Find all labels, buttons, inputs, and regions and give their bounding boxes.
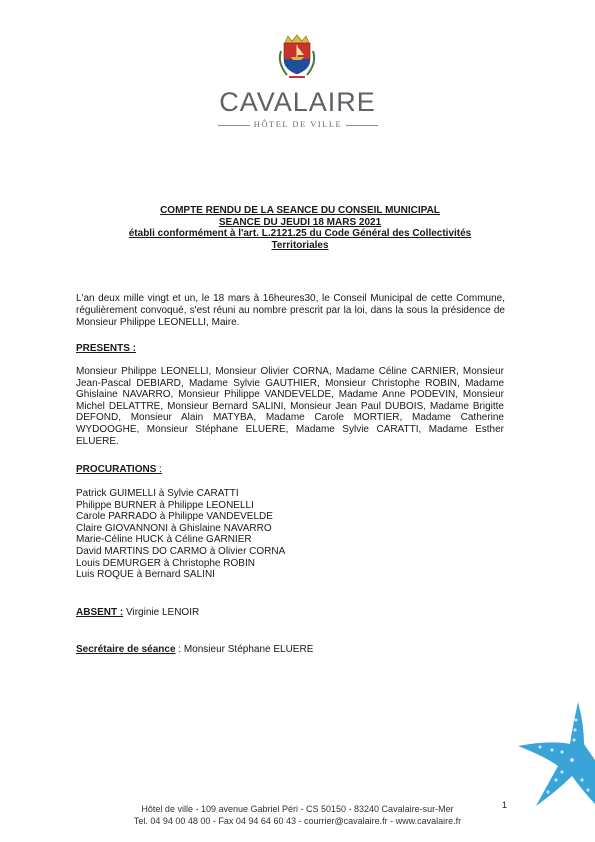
title-line-2: SEANCE DU JEUDI 18 MARS 2021	[218, 216, 382, 228]
procurations-heading-label: PROCURATIONS	[76, 464, 157, 475]
list-item: Louis DEMURGER à Christophe ROBIN	[76, 557, 255, 569]
secretaire-row	[76, 644, 313, 655]
brand-subtitle: HÔTEL DE VILLE	[253, 119, 343, 129]
document-title	[80, 205, 520, 251]
starfish-icon	[500, 700, 595, 810]
footer-address: Hôtel de ville - 109 avenue Gabriel Péri - CS 50150 - 83240 Cavalaire-sur-Mer	[141, 804, 454, 814]
secretaire-label: Secrétaire de séance	[76, 644, 176, 655]
list-item: Patrick GUIMELLI à Sylvie CARATTI	[76, 488, 239, 499]
list-item: David MARTINS DO CARMO à Olivier CORNA	[76, 545, 286, 557]
procurations-list	[76, 488, 285, 581]
brand-subtitle-row	[218, 119, 378, 131]
cavalaire-crest-logo	[271, 33, 323, 81]
list-item: Marie-Céline HUCK à Céline GARNIER	[76, 534, 252, 546]
list-item: Philippe BURNER à Philippe LEONELLI	[76, 499, 254, 511]
list-item: Carole PARRADO à Philippe VANDEVELDE	[76, 511, 273, 523]
title-line-3: établi conformément à l'art. L.2121.25 du Code Général des Collectivités	[128, 228, 472, 239]
presents-list: Monsieur Philippe LEONELLI, Monsieur Olivier CORNA, Madame Céline CARNIER, Monsieur Jean-Pascal DEBIARD, Madame Sylvie GAUTHIER, Monsieur Christophe ROBIN, Madame Ghislaine NAVARRO, Monsieur Philippe VANDEVELDE, Madame Anne PODEVIN, Monsieur Michel DELATTRE, Monsieur Bernard SALINI, Monsieur Jean Paul DUBOIS, Madame Brigitte DEFOND, Monsieur Alain MATYBA, Madame Carole MORTIER, Madame Catherine WYDOOGHE, Monsieur Stéphane ELUERE, Madame Sylvie CARATTI, Madame Esther ELUERE.	[76, 366, 504, 447]
secretaire-value: : Monsieur Stéphane ELUERE	[175, 644, 314, 655]
brand-name: CAVALAIRE	[219, 87, 376, 117]
presents-heading: PRESENTS :	[76, 343, 137, 354]
page-number: 1	[502, 800, 508, 810]
absent-row	[76, 607, 199, 618]
intro-paragraph: L'an deux mille vingt et un, le 18 mars à 16heures30, le Conseil Municipal de cette Commune, régulièrement convoqué, s'est réuni au nombre prescrit par la loi, dans la sous la présidence de Monsieur Philippe LEONELLI, Maire.	[76, 293, 505, 328]
divider-line	[346, 125, 378, 126]
absent-label: ABSENT :	[76, 607, 124, 618]
procurations-heading	[76, 464, 162, 475]
title-line-1: COMPTE RENDU DE LA SEANCE DU CONSEIL MUNICIPAL	[160, 205, 440, 216]
list-item: Claire GIOVANNONI à Ghislaine NAVARRO	[76, 522, 272, 534]
procurations-heading-colon: :	[156, 464, 162, 475]
title-line-4: Territoriales	[271, 239, 329, 251]
list-item: Luis ROQUE à Bernard SALINI	[76, 569, 215, 581]
absent-value: Virginie LENOIR	[123, 607, 200, 618]
footer-contact: Tel. 04 94 00 48 00 - Fax 04 94 64 60 43 - courrier@cavalaire.fr - www.cavalaire.fr	[133, 816, 462, 826]
